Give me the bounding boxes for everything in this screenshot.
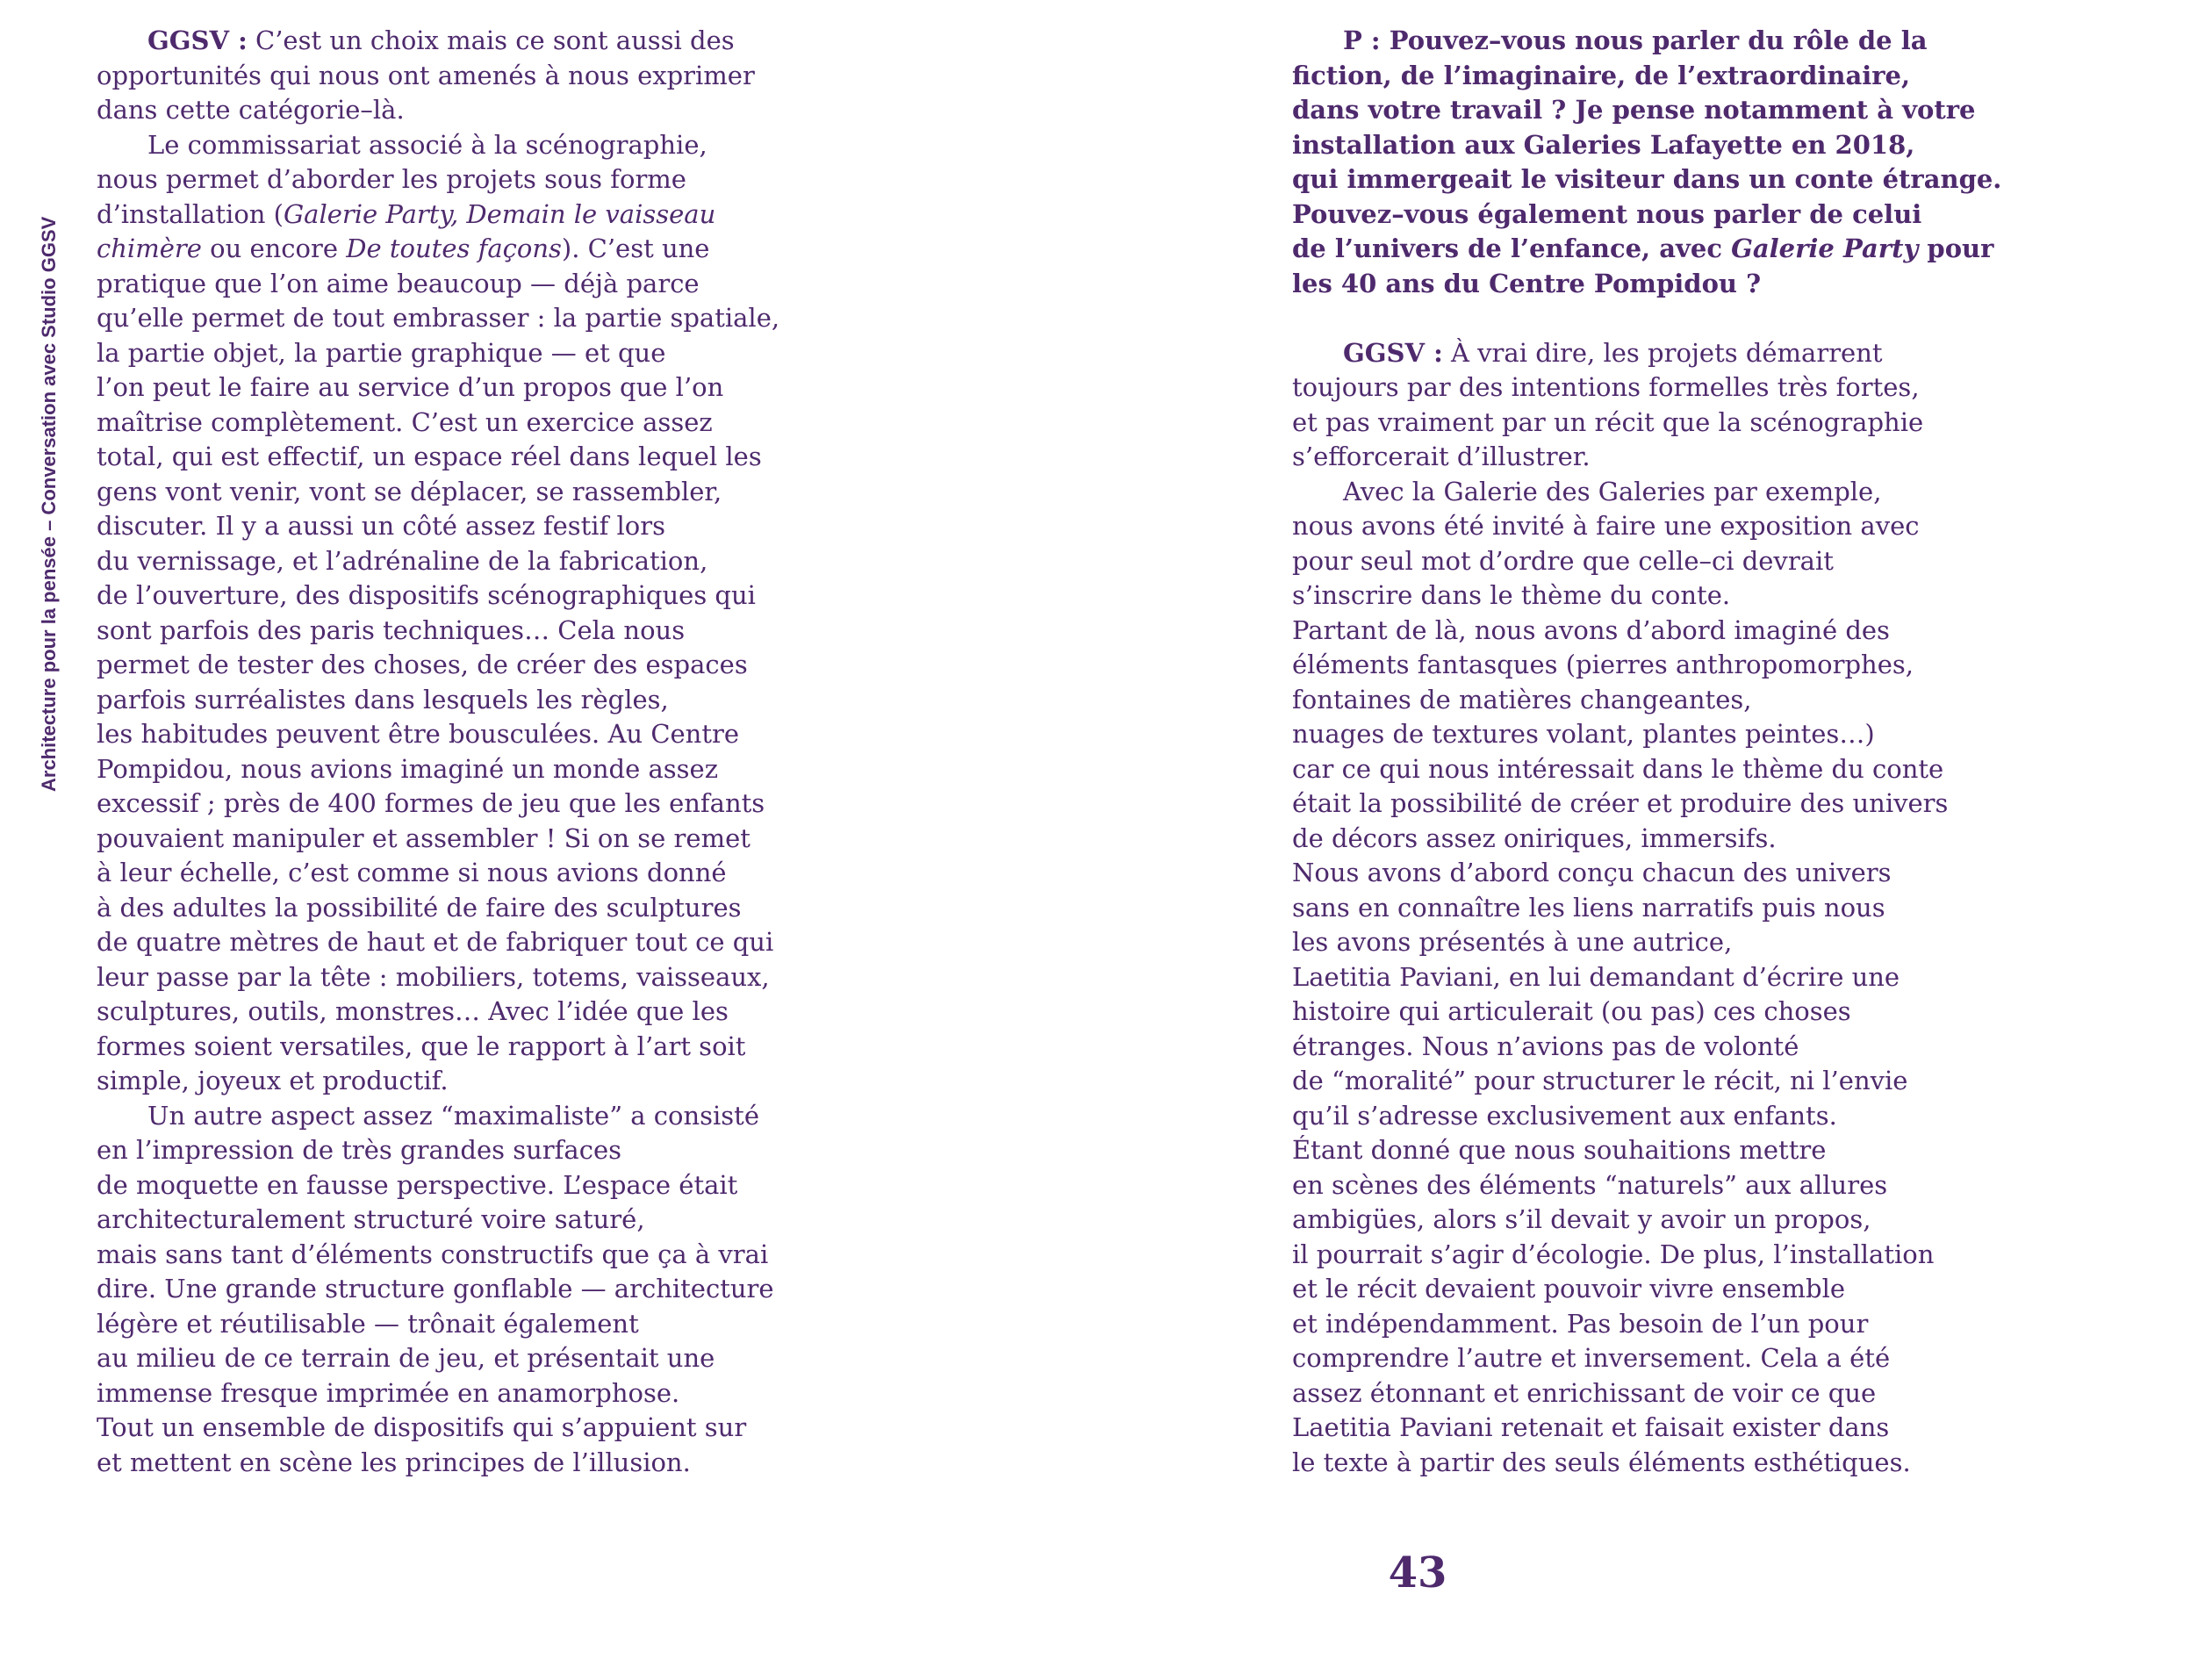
text-line: nuages de textures volant, plantes peintes…) (1292, 719, 1875, 749)
text-line: qu’elle permet de tout embrasser : la partie spatiale, (97, 303, 780, 333)
text-line: fontaines de matières changeantes, (1292, 684, 1752, 715)
interview-question (1292, 24, 2029, 301)
text-line: du vernissage, et l’adrénaline de la fabrication, (97, 545, 708, 576)
text-line: formes soient versatiles, que le rapport à l’art soit (97, 1031, 746, 1061)
text-line: Nous avons d’abord conçu chacun des univers (1292, 858, 1892, 887)
text-line: à leur échelle, c’est comme si nous avions donné (97, 858, 727, 887)
text-line: nous permet d’aborder les projets sous forme (97, 164, 686, 194)
text-line: Un autre aspect assez “maximaliste” a consisté (147, 1100, 759, 1131)
text-line: de “moralité” pour structurer le récit, ni l’envie (1292, 1066, 1908, 1095)
text-line: pouvaient manipuler et assembler ! Si on se remet (97, 822, 750, 853)
text-line: de quatre mètres de haut et de fabriquer tout ce qui (97, 927, 774, 957)
text-line: et mettent en scène les principes de l’illusion. (97, 1447, 691, 1477)
text-line: s’efforcerait d’illustrer. (1292, 442, 1591, 471)
text-line: Laetitia Paviani retenait et faisait exister dans (1292, 1412, 1890, 1442)
left-column (97, 24, 825, 1480)
text-line: Tout un ensemble de dispositifs qui s’appuient sur (97, 1412, 747, 1442)
text-line: pratique que l’on aime beaucoup — déjà parce (97, 268, 700, 298)
page-number: 43 (1388, 1548, 1447, 1598)
text-line: toujours par des intentions formelles très fortes, (1292, 372, 1920, 402)
text-line: sont parfois des paris techniques… Cela nous (97, 614, 686, 645)
text-line: parfois surréalistes dans lesquels les règles, (97, 684, 669, 715)
text-line: gens vont venir, vont se déplacer, se rassembler, (97, 476, 722, 506)
text-line: les 40 ans du Centre Pompidou ? (1292, 268, 1762, 298)
text-line: ambigües, alors s’il devait y avoir un propos, (1292, 1204, 1871, 1234)
speaker-label: GGSV : (147, 25, 248, 55)
text-line: en l’impression de très grandes surfaces (97, 1135, 621, 1165)
text-line: architecturalement structuré voire saturé, (97, 1204, 645, 1234)
text-line: Partant de là, nous avons d’abord imaginé des (1292, 614, 1890, 645)
text-line: simple, joyeux et productif. (97, 1066, 449, 1095)
text-line: Avec la Galerie des Galeries par exemple, (1343, 476, 1882, 506)
text-line: fiction, de l’imaginaire, de l’extraordinaire, (1292, 60, 1911, 90)
text-line: excessif ; près de 400 formes de jeu que les enfants (97, 788, 765, 818)
text-line: Pouvez–vous également nous parler de celui (1292, 198, 1922, 229)
text-line: permet de tester des choses, de créer des espaces (97, 650, 748, 679)
text-line: en scènes des éléments “naturels” aux allures (1292, 1169, 1888, 1200)
text-line: de moquette en fausse perspective. L’espace était (97, 1169, 738, 1200)
text-line: de l’ouverture, des dispositifs scénographiques qui (97, 580, 756, 610)
text-line: la partie objet, la partie graphique — et que (97, 337, 666, 368)
text-line: légère et réutilisable — trônait également (97, 1308, 639, 1339)
text-line: immense fresque imprimée en anamorphose. (97, 1377, 680, 1408)
text-line: Étant donné que nous souhaitions mettre (1292, 1135, 1827, 1165)
text-line: pour seul mot d’ordre que celle–ci devrait (1292, 545, 1834, 576)
text-line: et indépendamment. Pas besoin de l’un pour (1292, 1308, 1869, 1339)
text-line: comprendre l’autre et inversement. Cela a été (1292, 1343, 1891, 1373)
text-line: l’on peut le faire au service d’un propos que l’on (97, 372, 724, 402)
text-line: Le commissariat associé à la scénographie, (147, 129, 707, 160)
text-line: de décors assez oniriques, immersifs. (1292, 822, 1777, 853)
text-line: discuter. Il y a aussi un côté assez festif lors (97, 511, 666, 541)
text-line: d’installation (Galerie Party, Demain le vaisseau (97, 198, 716, 229)
text-line: assez étonnant et enrichissant de voir ce que (1292, 1377, 1877, 1408)
text-line: les avons présentés à une autrice, (1292, 927, 1733, 957)
text-line: dans cette catégorie–là. (97, 95, 405, 125)
text-line: maîtrise complètement. C’est un exercice assez (97, 406, 713, 437)
text-line: opportunités qui nous ont amenés à nous exprimer (97, 60, 755, 90)
text-line: qu’il s’adresse exclusivement aux enfants. (1292, 1100, 1837, 1131)
text-line: s’inscrire dans le thème du conte. (1292, 580, 1731, 610)
text-line: dans votre travail ? Je pense notamment à votre (1292, 95, 1976, 125)
text-line: dire. Une grande structure gonflable — architecture (97, 1274, 774, 1304)
text-line: leur passe par la tête : mobiliers, totems, vaisseaux, (97, 961, 770, 992)
running-head: Architecture pour la pensée – Conversation avec Studio GGSV (38, 216, 60, 792)
text-line: nous avons été invité à faire une exposition avec (1292, 511, 1920, 541)
text-line: histoire qui articulerait (ou pas) ces choses (1292, 996, 1851, 1026)
right-column (1292, 24, 2029, 1480)
text-line: sculptures, outils, monstres… Avec l’idée que les (97, 996, 729, 1026)
text-line: total, qui est effectif, un espace réel dans lequel les (97, 442, 762, 471)
text-line: éléments fantasques (pierres anthropomorphes, (1292, 650, 1914, 679)
text-line: mais sans tant d’éléments constructifs que ça à vrai (97, 1239, 769, 1269)
text-line: qui immergeait le visiteur dans un conte étrange. (1292, 164, 2002, 194)
text-line: Laetitia Paviani, en lui demandant d’écrire une (1292, 961, 1900, 992)
text-line: le texte à partir des seuls éléments esthétiques. (1292, 1447, 1911, 1477)
text-line: car ce qui nous intéressait dans le thème du conte (1292, 753, 1944, 784)
text-line: Pompidou, nous avions imaginé un monde assez (97, 753, 718, 784)
text-line: et le récit devaient pouvoir vivre ensemble (1292, 1274, 1846, 1304)
text-line: P : Pouvez–vous nous parler du rôle de la (1343, 25, 1928, 55)
speaker-label: GGSV : (1343, 337, 1443, 368)
text-line: sans en connaître les liens narratifs puis nous (1292, 892, 1885, 923)
text-line: chimère ou encore De toutes façons). C’est une (97, 233, 710, 263)
text-line: GGSV : C’est un choix mais ce sont aussi des (147, 25, 735, 55)
text-line: il pourrait s’agir d’écologie. De plus, l’installation (1292, 1239, 1935, 1269)
text-line: était la possibilité de créer et produire des univers (1292, 788, 1949, 818)
text-line: et pas vraiment par un récit que la scénographie (1292, 406, 1924, 437)
text-line: étranges. Nous n’avions pas de volonté (1292, 1031, 1799, 1061)
text-line: de l’univers de l’enfance, avec Galerie Party pour (1292, 233, 1994, 263)
text-line: au milieu de ce terrain de jeu, et présentait une (97, 1343, 715, 1373)
text-line: GGSV : À vrai dire, les projets démarrent (1343, 337, 1883, 368)
text-line: les habitudes peuvent être bousculées. Au Centre (97, 719, 740, 749)
text-line: installation aux Galeries Lafayette en 2018, (1292, 129, 1915, 160)
text-line: à des adultes la possibilité de faire des sculptures (97, 892, 742, 923)
paragraph-gap (1292, 301, 2029, 336)
